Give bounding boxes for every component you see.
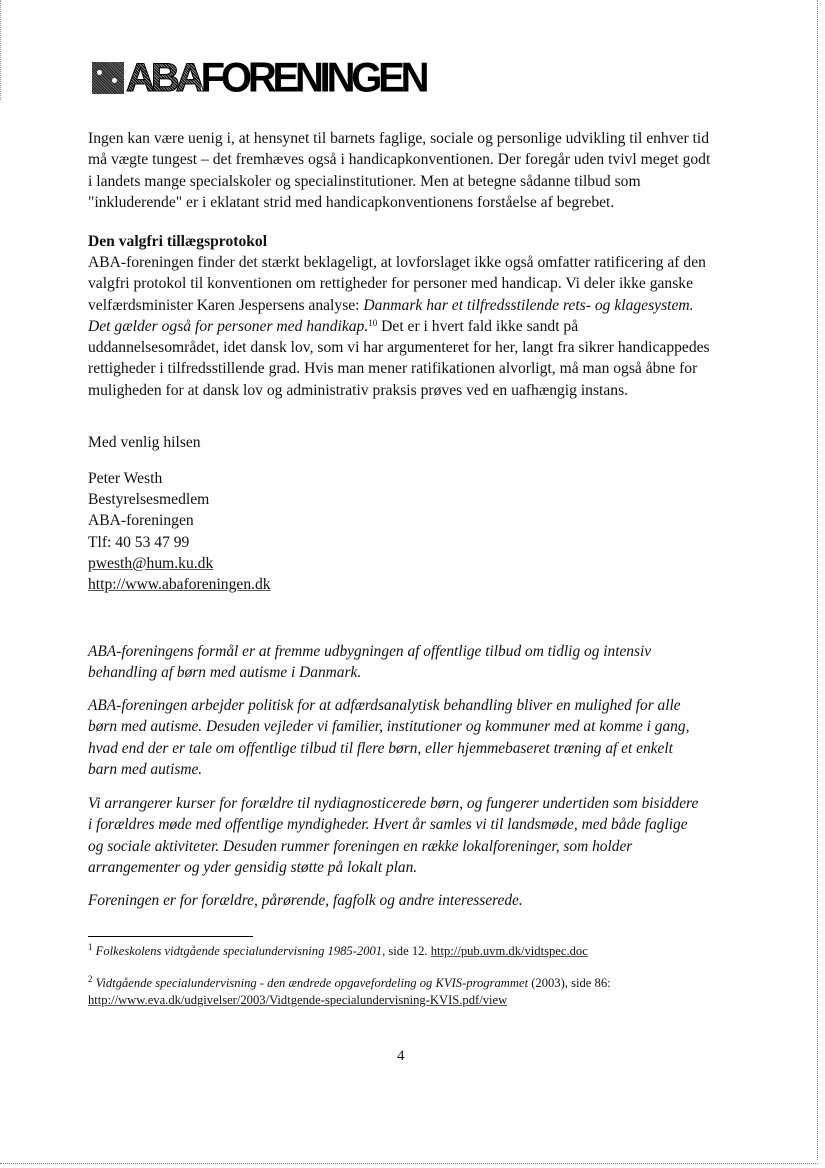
- page-edge-left: [0, 0, 2, 100]
- logo-prefix: ABA: [126, 56, 201, 100]
- text-line: Ingen kan være uenig i, at hensynet til barnets faglige, sociale og personlige udvikling til enhver tid: [88, 130, 709, 147]
- protocol-paragraph: [88, 252, 748, 401]
- text-line: ABA-foreningen finder det stærkt beklageligt, at lovforslaget ikke også omfatter ratificering af den: [88, 254, 706, 271]
- footnote-detail: , side 12.: [382, 944, 431, 958]
- text-line: behandling af børn med autisme i Danmark.: [88, 664, 362, 682]
- page-number: 4: [397, 1048, 405, 1064]
- about-work-paragraph: [88, 695, 748, 780]
- signer-organization: ABA-foreningen: [88, 512, 194, 530]
- text-line: valgfri protokol til konventionen om rettigheder for personer med handicap. Vi deler ikke ganske: [88, 275, 694, 293]
- about-audience-paragraph: Foreningen er for forældre, pårørende, fagfolk og andre interesserede.: [88, 892, 523, 909]
- text-normal: velfærdsminister Karen Jespersens analyse:: [88, 296, 364, 314]
- aba-logo: [92, 54, 426, 102]
- page-edge-bottom: [0, 1162, 818, 1164]
- footnote-divider: [88, 936, 253, 937]
- signature-block: [88, 468, 748, 595]
- section-heading: Den valgfri tillægsprotokol: [88, 233, 268, 250]
- text-line: i landets mange specialskoler og specialinstitutioner. Men at betegne sådanne tilbud som: [88, 172, 641, 190]
- signer-phone: Tlf: 40 53 47 99: [88, 533, 190, 551]
- about-activities-paragraph: [88, 793, 748, 878]
- footnote-link[interactable]: http://pub.uvm.dk/vidtspec.doc: [430, 944, 588, 958]
- footnote-1: [88, 943, 748, 960]
- text-line: i forældres møde med offentlige myndigheder. Hvert år samles vi til landsmøde, med både faglige: [88, 816, 688, 834]
- text-line: muligheden for at dansk lov og administrativ praksis prøves ved en uafhængig instans.: [88, 381, 629, 399]
- aba-logo-mark-icon: [92, 62, 124, 94]
- signer-name: Peter Westh: [88, 470, 163, 487]
- text-line: må vægte tungest – det fremhæves også i handicapkonventionen. Der foregår uden tvivl meget godt: [88, 151, 711, 169]
- text-line: uddannelsesområdet, idet dansk lov, som vi har argumenteret for her, langt fra sikrer handicappedes: [88, 339, 710, 357]
- website-link[interactable]: http://www.abaforeningen.dk: [88, 576, 271, 594]
- text-line: rettigheder i tilfredsstillende grad. Hvis man mener ratifikationen alvorligt, må man også åbne for: [88, 360, 698, 378]
- text-line: arrangementer og yder gensidig støtte på lokalt plan.: [88, 858, 418, 876]
- text-line: ABA-foreningen arbejder politisk for at adfærdsanalytisk behandling bliver en mulighed for alle: [88, 697, 681, 714]
- intro-paragraph: [88, 128, 748, 213]
- quote-italic: Danmark har et tilfredsstilende rets- og klagesystem.: [363, 296, 694, 314]
- footnote-title: Vidtgående specialundervisning - den ændrede opgavefordeling og KVIS-programmet: [95, 976, 529, 990]
- page-edge-right: [816, 0, 818, 1160]
- footnote-link[interactable]: http://www.eva.dk/udgivelser/2003/Vidtgende-specialundervisning-KVIS.pdf/view: [88, 993, 508, 1007]
- text-line: "inkluderende" er i eklatant strid med handicapkonventionens forståelse af begrebet.: [88, 193, 615, 211]
- footnote-detail: (2003), side 86:: [528, 976, 611, 990]
- footnote-number: 2: [88, 974, 93, 984]
- signer-title: Bestyrelsesmedlem: [88, 491, 210, 509]
- email-link[interactable]: pwesth@hum.ku.dk: [88, 554, 214, 572]
- footnote-2: [88, 975, 748, 1009]
- quote-italic: Det gælder også for personer med handikap.: [88, 317, 369, 335]
- footnote-title: Folkeskolens vidtgående specialundervisning 1985-2001: [95, 944, 383, 958]
- text-line: hvad end der er tale om offentlige tilbud til flere børn, eller hjemmebaseret træning af et enkelt: [88, 739, 673, 757]
- text-line: Vi arrangerer kurser for forældre til nydiagnosticerede børn, og fungerer undertiden som bisiddere: [88, 795, 699, 812]
- text-normal: Det er i hvert fald ikke sandt på: [377, 317, 579, 335]
- about-purpose-paragraph: [88, 641, 748, 684]
- text-line: [88, 295, 748, 316]
- footnote-number: 1: [88, 942, 93, 952]
- text-line: børn med autisme. Desuden vejleder vi familier, institutioner og kommuner med at komme i gang,: [88, 718, 690, 736]
- closing-salutation: Med venlig hilsen: [88, 434, 201, 451]
- logo-suffix: FORENINGEN: [200, 54, 426, 102]
- text-line: ABA-foreningens formål er at fremme udbygningen af offentlige tilbud om tidlig og intensiv: [88, 643, 652, 660]
- text-line: og sociale aktiviteter. Desuden rummer foreningen en række lokalforeninger, som holder: [88, 837, 633, 855]
- footnote-ref: 10: [368, 317, 378, 328]
- text-line: [88, 316, 748, 337]
- text-line: barn med autisme.: [88, 760, 203, 778]
